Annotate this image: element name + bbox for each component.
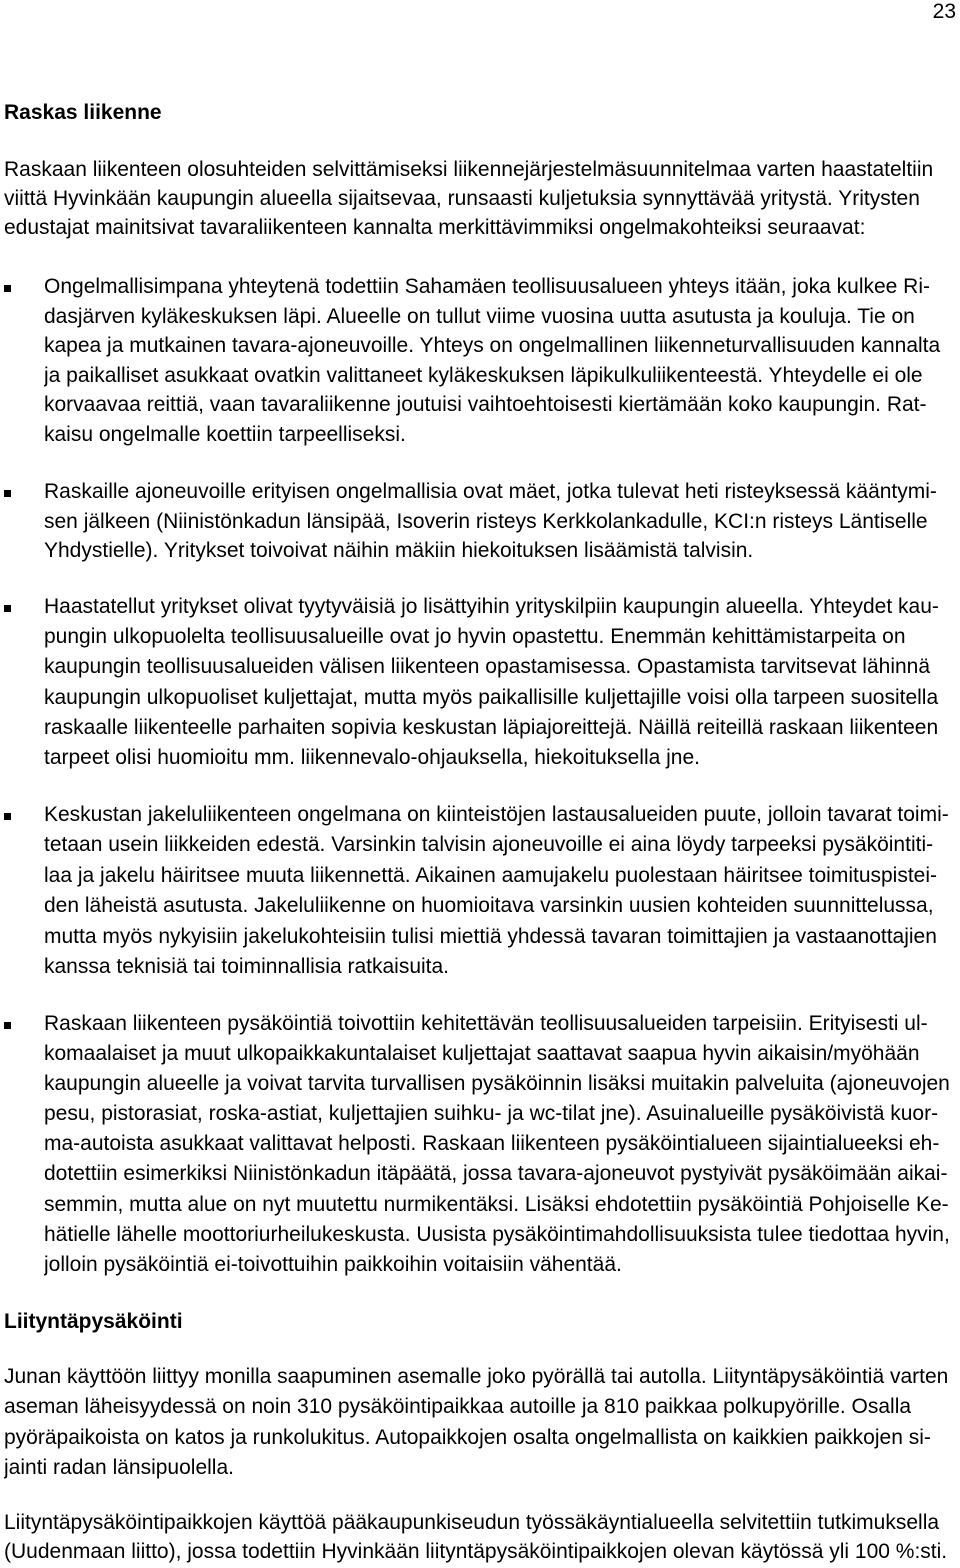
- square-bullet-icon: [4, 1022, 11, 1029]
- text-line: kaupungin teollisuusalueiden välisen liikenteen opastamisessa. Opastamista tarvitsevat lähinnä: [44, 655, 931, 679]
- page-number: 23: [932, 0, 956, 23]
- text-line: komaalaiset ja muut ulkopaikkakuntalaiset kuljettajat saattavat saapua hyvin aikaisin/myöhään: [44, 1042, 920, 1066]
- text-line: kaupungin ulkopuoliset kuljettajat, mutta myös paikallisille kuljettajille voisi olla tarpeen suositella: [44, 685, 939, 709]
- text-line: Junan käyttöön liittyy monilla saapuminen asemalle joko pyörällä tai autolla. Liityntäpysäköintiä varten: [4, 1365, 949, 1388]
- text-line: mutta myös nykyisiin jakelukohteisiin tulisi miettiä yhdessä tavaran toimittajien ja vastaanottajien: [44, 924, 937, 948]
- intro-paragraph: [4, 155, 956, 242]
- text-line: Keskustan jakeluliikenteen ongelmana on kiinteistöjen lastausalueiden puute, jolloin tavarat toimi-: [44, 803, 949, 826]
- bullet-item: [44, 592, 956, 773]
- bullet-item: [44, 477, 956, 566]
- square-bullet-icon: [4, 813, 11, 820]
- text-line: dotettiin esimerkiksi Niinistönkadun itäpäätä, jossa tavara-ajoneuvot pystyivät pysäköimään aikai-: [44, 1162, 948, 1186]
- square-bullet-icon: [4, 285, 11, 292]
- bullet-item: [44, 800, 956, 982]
- body-paragraph: [4, 1508, 956, 1566]
- bullet-item: [44, 272, 956, 450]
- square-bullet-icon: [4, 490, 11, 497]
- text-line: aseman läheisyydessä on noin 310 pysäköintipaikkaa autoille ja 810 paikkaa polkupyörille. Osalla: [4, 1395, 912, 1419]
- text-line: pesu, pistorasiat, roska-astiat, kuljettajien suihku- ja wc-tilat jne). Asuinalueille pysäköivistä kuor-: [44, 1102, 939, 1126]
- text-line: laa ja jakelu häiritsee muuta liikennettä. Aikainen aamujakelu puolestaan häiritsee toimituspistei-: [44, 863, 938, 887]
- text-line: Raskaan liikenteen olosuhteiden selvittämiseksi liikennejärjestelmäsuunnitelmaa varten haastateltiin: [4, 158, 934, 181]
- text-line: Haastatellut yritykset olivat tyytyväisiä jo lisättyihin yrityskilpiin kaupungin alueella. Yhteydet kau-: [44, 595, 939, 618]
- text-line: korvaavaa reittiä, vaan tavaraliikenne joutuisi vaihtoehtoisesti kiertämään koko kaupungin. Rat-: [44, 393, 927, 417]
- text-line: den läheistä asutusta. Jakeluliikenne on huomioitava varsinkin uusien kohteiden suunnittelussa,: [44, 894, 934, 918]
- text-line: hätielle lähelle moottoriurheilukeskusta. Uusista pysäköintimahdollisuuksista tulee tiedottaa hyvin,: [44, 1222, 950, 1246]
- text-line: raskaalle liikenteelle parhaiten sopivia keskustan läpiajoreittejä. Näillä reiteillä raskaan liikenteen: [44, 715, 939, 739]
- text-line: jainti radan länsipuolella.: [4, 1455, 234, 1479]
- bullet-item: [44, 1009, 956, 1280]
- text-line: Raskaan liikenteen pysäköintiä toivottiin kehitettävän teollisuusalueiden tarpeisiin. Erityisesti ul-: [44, 1012, 928, 1035]
- text-line: viittä Hyvinkään kaupungin alueella sijaitsevaa, runsaasti kuljetuksia synnyttävää yritystä. Yritysten: [4, 187, 920, 210]
- square-bullet-icon: [4, 605, 11, 612]
- body-paragraph: [4, 1362, 956, 1483]
- text-line: Yhdystielle). Yritykset toivoivat näihin mäkiin hiekoituksen lisäämistä talvisin.: [44, 539, 754, 562]
- text-line: semmin, mutta alue on nyt muutettu nurmikentäksi. Lisäksi ehdotettiin pysäköintiä Pohjoiselle Ke-: [44, 1192, 949, 1216]
- section-heading-raskas-liikenne: Raskas liikenne: [4, 101, 162, 124]
- text-line: pyöräpaikoista on katos ja runkolukitus. Autopaikkojen osalta ongelmallista on kaikkien paikkojen si-: [4, 1425, 931, 1449]
- text-line: kapea ja mutkainen tavara-ajoneuvoille. Yhteys on ongelmallinen liikenneturvallisuuden kannalta: [44, 334, 941, 358]
- text-line: (Uudenmaan liitto), jossa todettiin Hyvinkään liityntäpysäköintipaikkojen olevan käytössä yli 100 %:sti.: [4, 1540, 948, 1563]
- text-line: tetaan usein liikkeiden edestä. Varsinkin talvisin ajoneuvoille ei aina löydy tarpeeksi pysäköintiti-: [44, 833, 934, 857]
- text-line: tarpeet olisi huomioitu mm. liikennevalo-ohjauksella, hiekoituksella jne.: [44, 746, 701, 770]
- text-line: ma-autoista asukkaat valittavat helposti. Raskaan liikenteen pysäköintialueen sijaintialueeksi eh-: [44, 1132, 940, 1156]
- text-line: edustajat mainitsivat tavaraliikenteen kannalta merkittävimmiksi ongelmakohteiksi seuraavat:: [4, 216, 866, 239]
- text-line: jolloin pysäköintiä ei-toivottuihin paikkoihin voitaisiin vähentää.: [44, 1252, 622, 1276]
- text-line: pungin ulkopuolelta teollisuusalueille ovat jo hyvin opastettu. Enemmän kehittämistarpeita on: [44, 625, 906, 649]
- text-line: Ongelmallisimpana yhteytenä todettiin Sahamäen teollisuusalueen yhteys itään, joka kulkee Ri-: [44, 275, 931, 298]
- text-line: kaisu ongelmalle koettiin tarpeelliseksi.: [44, 422, 406, 446]
- text-line: Liityntäpysäköintipaikkojen käyttöä pääkaupunkiseudun työssäkäyntialueella selvitettiin tutkimuksella: [4, 1511, 940, 1534]
- text-line: kaupungin alueelle ja voivat tarvita turvallisen pysäköinnin lisäksi muitakin palveluita (ajoneuvojen: [44, 1072, 950, 1096]
- text-line: dasjärven kyläkeskuksen läpi. Alueelle on tullut viime vuosina uutta asutusta ja kouluja. Tie on: [44, 304, 915, 328]
- text-line: kanssa teknisiä tai toiminnallisia ratkaisuita.: [44, 955, 450, 979]
- text-line: ja paikalliset asukkaat ovatkin valittaneet kyläkeskuksen läpikulkuliikenteestä. Yhteydelle ei ole: [44, 363, 923, 387]
- text-line: Raskaille ajoneuvoille erityisen ongelmallisia ovat mäet, jotka tulevat heti risteyksessä kääntymi-: [44, 480, 937, 503]
- text-line: sen jälkeen (Niinistönkadun länsipää, Isoverin risteys Kerkkolankadulle, KCI:n risteys Läntiselle: [44, 509, 928, 533]
- section-heading-liityntapysakointi: Liityntäpysäköinti: [4, 1310, 183, 1333]
